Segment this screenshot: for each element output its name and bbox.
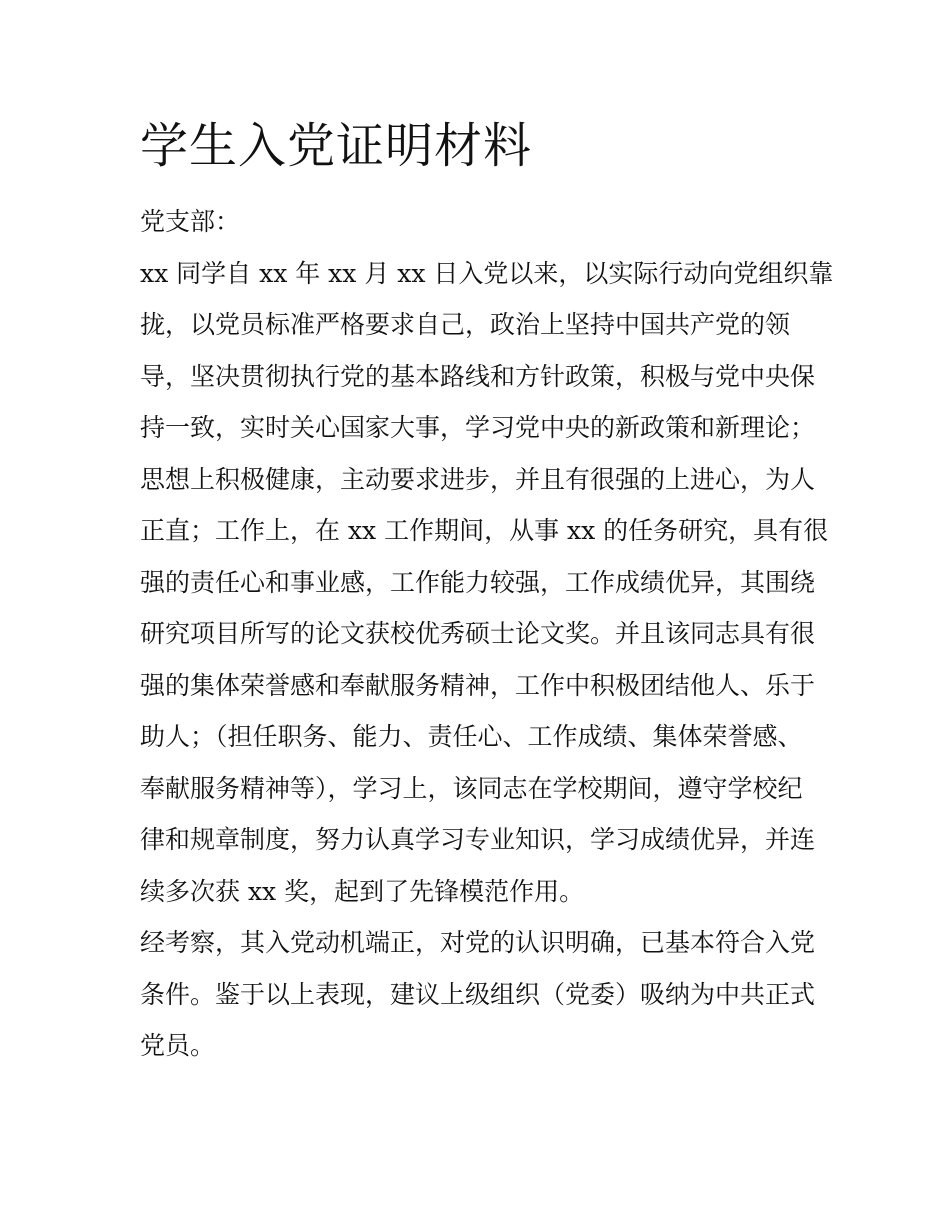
body-line: xx 同学自 xx 年 xx 月 xx 日入党以来，以实际行动向党组织靠 xyxy=(140,258,834,288)
body-line: 续多次获 xx 奖，起到了先锋模范作用。 xyxy=(140,876,585,906)
body-line: 强的集体荣誉感和奉献服务精神，工作中积极团结他人、乐于 xyxy=(140,670,816,700)
body-line: 正直；工作上，在 xx 工作期间，从事 xx 的任务研究，具有很 xyxy=(140,516,829,545)
body-line: 持一致，实时关心国家大事，学习党中央的新政策和新理论； xyxy=(140,413,816,442)
body-line: 拢，以党员标准严格要求自己，政治上坚持中国共产党的领 xyxy=(140,310,791,339)
salutation-line: 党支部： xyxy=(140,207,241,236)
body-line: 导，坚决贯彻执行党的基本路线和方针政策，积极与党中央保 xyxy=(140,361,816,391)
document-title: 学生入党证明材料 xyxy=(140,118,533,174)
body-line: 律和规章制度，努力认真学习专业知识，学习成绩优异，并连 xyxy=(140,825,816,854)
body-line: 经考察，其入党动机端正，对党的认识明确，已基本符合入党 xyxy=(140,928,816,957)
body-line: 思想上积极健康，主动要求进步，并且有很强的上进心，为人 xyxy=(140,464,816,494)
body-line: 奉献服务精神等），学习上，该同志在学校期间，遵守学校纪 xyxy=(140,773,803,803)
body-line: 研究项目所写的论文获校优秀硕士论文奖。并且该同志具有很 xyxy=(140,619,816,648)
body-line: 党员。 xyxy=(140,1031,216,1060)
body-line: 条件。鉴于以上表现，建议上级组织（党委）吸纳为中共正式 xyxy=(140,979,816,1009)
document-body xyxy=(140,196,834,1072)
body-line: 助人；（担任职务、能力、责任心、工作成绩、集体荣誉感、 xyxy=(140,722,803,751)
body-line: 强的责任心和事业感，工作能力较强，工作成绩优异，其围绕 xyxy=(140,567,816,597)
